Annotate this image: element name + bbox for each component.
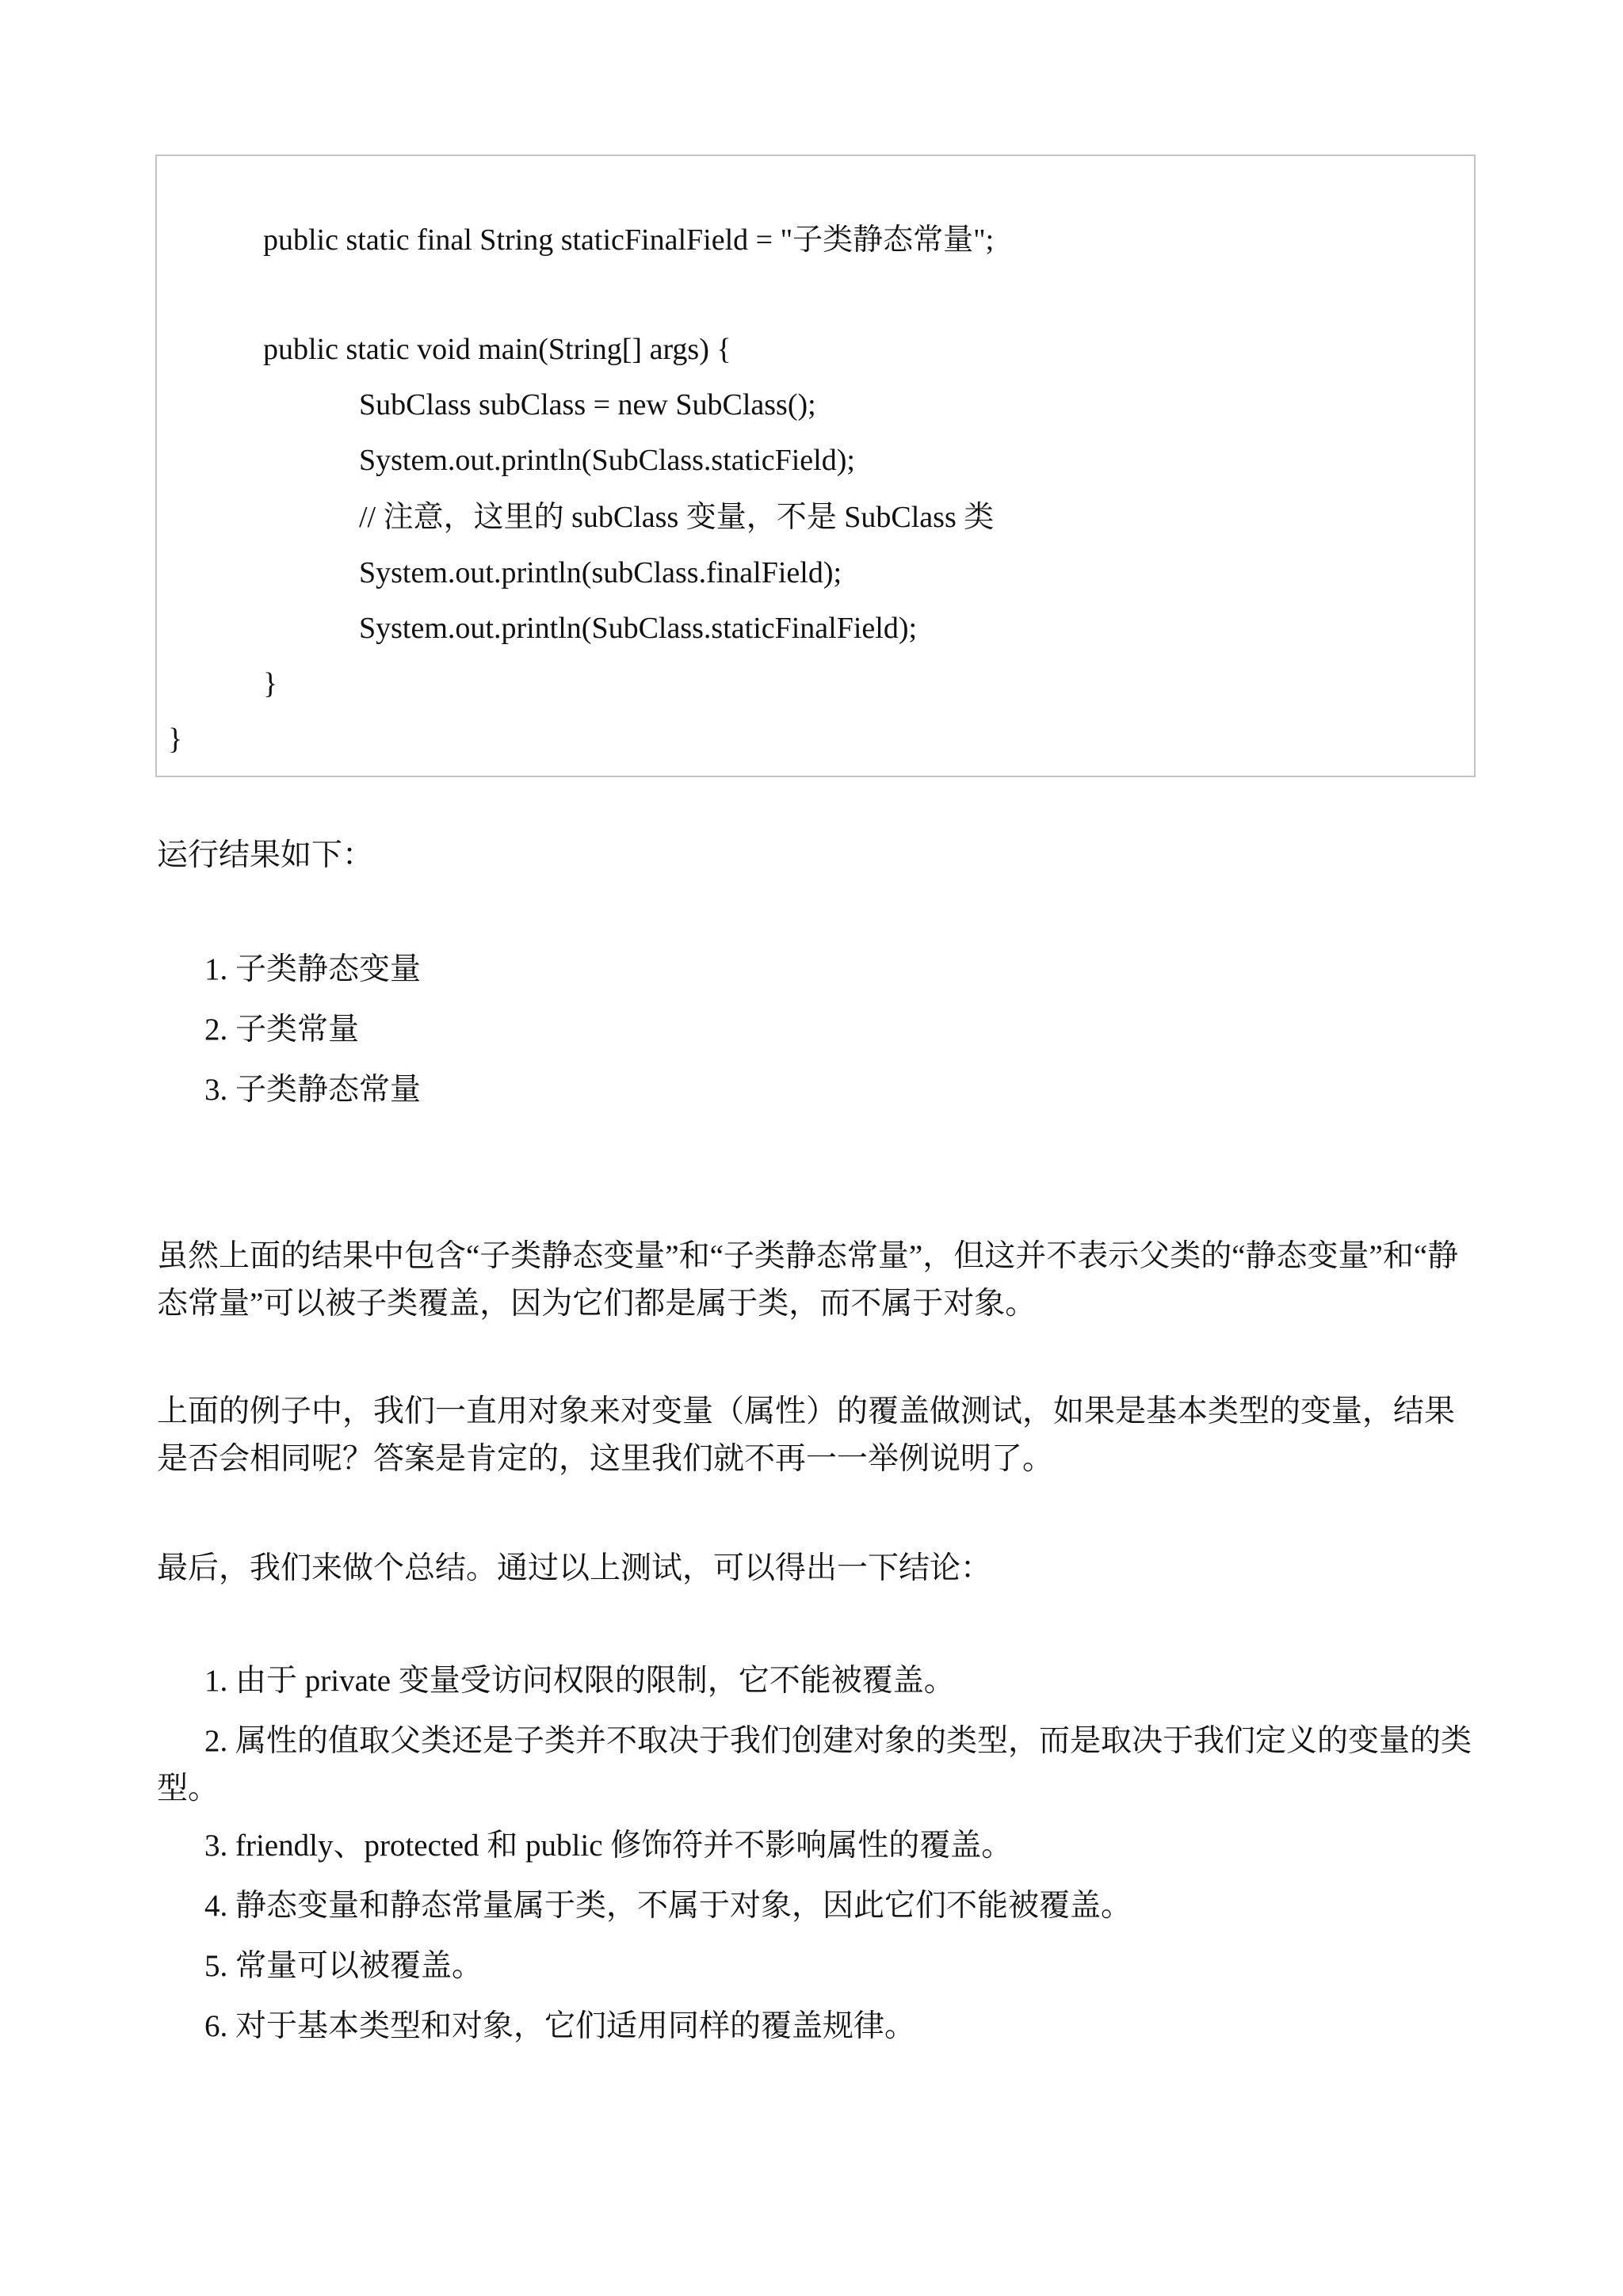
list-number: 3. — [204, 1073, 228, 1107]
code-line: SubClass subClass = new SubClass(); — [359, 388, 816, 421]
list-item — [157, 1657, 1472, 1705]
list-item — [157, 946, 1472, 994]
list-text: 静态变量和静态常量属于类，不属于对象，因此它们不能被覆盖。 — [235, 1889, 1132, 1923]
paragraph: 最后，我们来做个总结。通过以上测试，可以得出一下结论： — [157, 1551, 992, 1585]
list-text: 由于 private 变量受访问权限的限制，它不能被覆盖。 — [235, 1664, 955, 1698]
list-text: 子类常量 — [235, 1013, 360, 1047]
list-number: 2. — [204, 1013, 228, 1047]
list-item — [157, 2003, 1472, 2050]
code-line: System.out.println(SubClass.staticFinalField); — [359, 612, 918, 645]
code-line: public static void main(String[] args) { — [263, 333, 731, 366]
paragraph: 上面的例子中，我们一直用对象来对变量（属性）的覆盖做测试，如果是基本类型的变量，结果是否会相同呢？答案是肯定的，这里我们就不再一一举例说明了。 — [157, 1394, 1456, 1476]
list-number: 5. — [204, 1949, 228, 1983]
list-number: 6. — [204, 2009, 228, 2043]
list-number: 3. — [204, 1829, 228, 1863]
code-block — [155, 154, 1476, 777]
code-line: } — [168, 723, 183, 756]
list-item — [157, 1006, 1472, 1054]
paragraph: 虽然上面的结果中包含“子类静态变量”和“子类静态常量”，但这并不表示父类的“静态变量”和“静态常量”可以被子类覆盖，因为它们都是属于类，而不属于对象。 — [157, 1239, 1459, 1321]
list-text: 对于基本类型和对象，它们适用同样的覆盖规律。 — [235, 2009, 916, 2043]
list-item — [157, 1943, 1472, 1990]
list-number: 4. — [204, 1889, 228, 1923]
code-line: System.out.println(subClass.finalField); — [359, 556, 842, 589]
list-text: 属性的值取父类还是子类并不取决于我们创建对象的类型，而是取决于我们定义的变量的类型。 — [157, 1724, 1472, 1806]
list-text: 子类静态常量 — [235, 1073, 422, 1107]
list-text: friendly、protected 和 public 修饰符并不影响属性的覆盖。 — [235, 1829, 1013, 1863]
list-number: 1. — [204, 952, 228, 986]
list-item — [157, 1882, 1472, 1930]
list-item — [157, 1718, 1472, 1813]
list-item — [157, 1066, 1472, 1114]
result-heading: 运行结果如下： — [157, 838, 374, 872]
code-line: System.out.println(SubClass.staticField); — [359, 444, 855, 477]
list-text: 子类静态变量 — [235, 952, 422, 986]
list-text: 常量可以被覆盖。 — [235, 1949, 483, 1983]
list-item — [157, 1822, 1472, 1870]
code-line: // 注意，这里的 subClass 变量，不是 SubClass 类 — [359, 501, 995, 534]
list-number: 1. — [204, 1664, 228, 1698]
list-number: 2. — [204, 1724, 228, 1758]
code-line: } — [263, 667, 278, 700]
code-line: public static final String staticFinalField = "子类静态常量"; — [263, 223, 995, 257]
